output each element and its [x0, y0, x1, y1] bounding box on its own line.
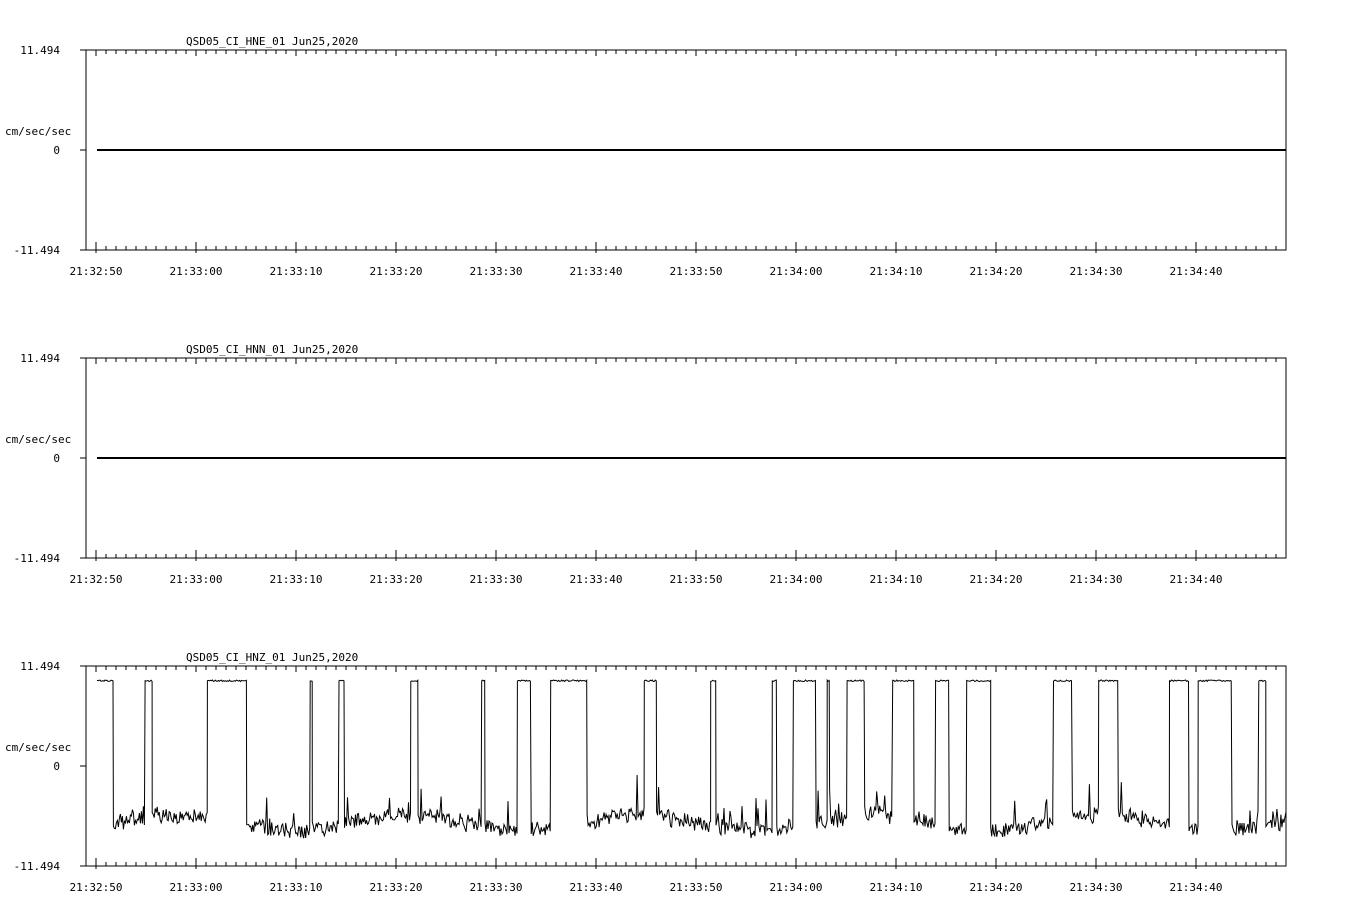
x-tick-label: 21:33:10: [269, 265, 323, 278]
x-tick-label: 21:33:20: [369, 265, 423, 278]
x-tick-label: 21:33:30: [469, 573, 523, 586]
x-tick-label: 21:33:40: [569, 881, 623, 894]
y-tick-label: 0: [53, 144, 60, 157]
y-tick-label: 0: [53, 452, 60, 465]
x-tick-label: 21:34:30: [1069, 573, 1123, 586]
x-tick-label: 21:34:20: [969, 265, 1023, 278]
x-tick-label: 21:33:00: [169, 265, 223, 278]
x-tick-label: 21:32:50: [69, 573, 123, 586]
y-axis-label: cm/sec/sec: [5, 433, 72, 446]
x-tick-label: 21:33:50: [669, 573, 723, 586]
y-tick-label: 0: [53, 760, 60, 773]
x-tick-label: 21:33:30: [469, 881, 523, 894]
x-tick-label: 21:34:30: [1069, 881, 1123, 894]
chart-title: QSD05_CI_HNE_01 Jun25,2020: [186, 35, 359, 48]
plot-frame: [86, 666, 1286, 866]
x-tick-label: 21:34:00: [769, 881, 823, 894]
x-tick-label: 21:32:50: [69, 881, 123, 894]
x-tick-label: 21:33:00: [169, 881, 223, 894]
x-tick-label: 21:34:10: [869, 573, 923, 586]
y-tick-label: -11.494: [13, 552, 60, 565]
x-tick-label: 21:34:00: [769, 265, 823, 278]
y-tick-label: -11.494: [13, 860, 60, 873]
x-tick-label: 21:33:10: [269, 881, 323, 894]
chart-title: QSD05_CI_HNZ_01 Jun25,2020: [186, 651, 359, 664]
x-tick-label: 21:34:20: [969, 573, 1023, 586]
x-tick-label: 21:33:50: [669, 265, 723, 278]
panel-2: [5, 343, 1286, 586]
chart-title: QSD05_CI_HNN_01 Jun25,2020: [186, 343, 359, 356]
x-tick-label: 21:33:10: [269, 573, 323, 586]
y-tick-label: 11.494: [20, 660, 60, 673]
panel-1: [5, 35, 1286, 278]
x-tick-label: 21:34:30: [1069, 265, 1123, 278]
x-tick-label: 21:34:10: [869, 265, 923, 278]
y-tick-label: -11.494: [13, 244, 60, 257]
x-tick-label: 21:34:40: [1169, 881, 1223, 894]
y-tick-label: 11.494: [20, 352, 60, 365]
panel-3: [5, 651, 1286, 894]
y-tick-label: 11.494: [20, 44, 60, 57]
series-line: [97, 680, 1286, 838]
x-tick-label: 21:33:50: [669, 881, 723, 894]
x-tick-label: 21:33:30: [469, 265, 523, 278]
x-tick-label: 21:33:20: [369, 573, 423, 586]
x-tick-label: 21:33:40: [569, 573, 623, 586]
x-tick-label: 21:34:10: [869, 881, 923, 894]
x-tick-label: 21:33:00: [169, 573, 223, 586]
x-tick-label: 21:34:40: [1169, 573, 1223, 586]
x-tick-label: 21:34:40: [1169, 265, 1223, 278]
x-tick-label: 21:34:20: [969, 881, 1023, 894]
x-tick-label: 21:33:20: [369, 881, 423, 894]
y-axis-label: cm/sec/sec: [5, 125, 72, 138]
x-tick-label: 21:32:50: [69, 265, 123, 278]
x-tick-label: 21:33:40: [569, 265, 623, 278]
x-tick-label: 21:34:00: [769, 573, 823, 586]
y-axis-label: cm/sec/sec: [5, 741, 72, 754]
